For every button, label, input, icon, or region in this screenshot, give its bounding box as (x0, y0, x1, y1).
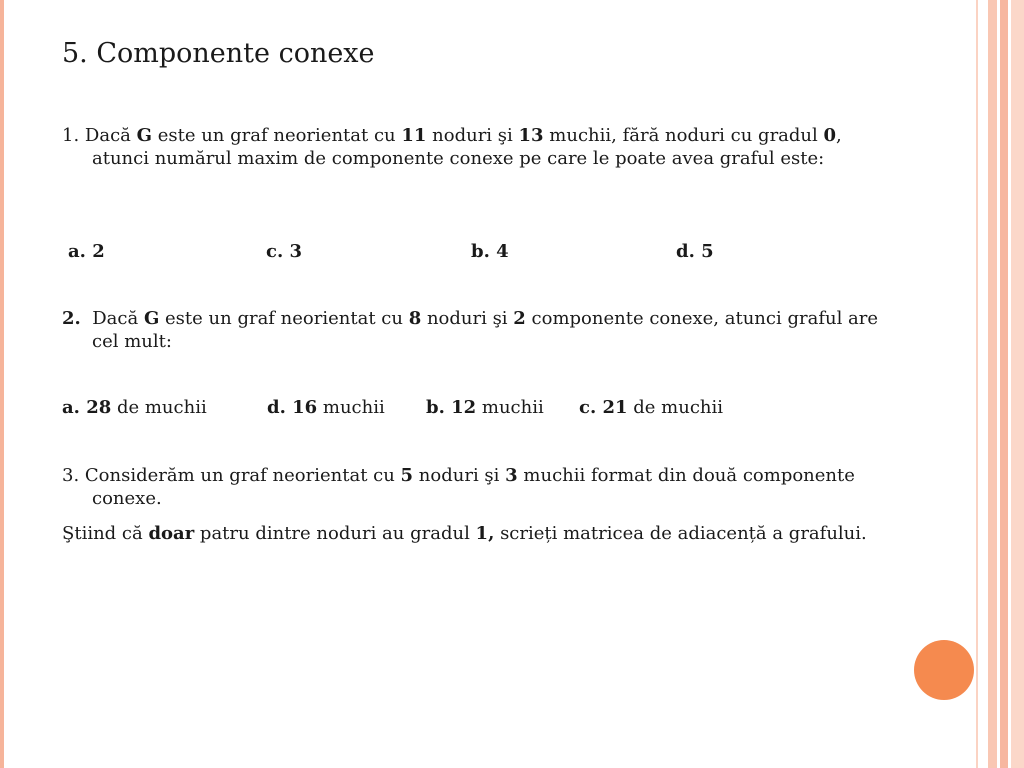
question-2: 2. Dacă G este un graf neorientat cu 8 noduri şi 2 componente conexe, atunci graful are cel mult: (62, 308, 879, 352)
question-3-continuation: Ştiind că doar patru dintre noduri au gradul 1, scrieți matricea de adiacență a grafului. (62, 523, 867, 544)
answer-option: c. 3 (266, 241, 303, 262)
answer-option: a. 2 (68, 241, 105, 262)
decorative-circle (914, 640, 974, 700)
answer-option: b. 12 muchii (426, 397, 544, 418)
question-1-answers (68, 240, 714, 263)
right-decorative-stripes (976, 0, 1024, 768)
answer-option: c. 21 de muchii (579, 397, 724, 418)
answer-option: d. 16 muchii (267, 397, 385, 418)
slide-title: 5. Componente conexe (62, 38, 375, 69)
question-2-answers (62, 396, 723, 419)
answer-option: a. 28 de muchii (62, 397, 207, 418)
answer-option: d. 5 (676, 241, 714, 262)
left-border-stripe (0, 0, 4, 768)
slide-content (62, 124, 892, 544)
question-3: 3. Considerăm un graf neorientat cu 5 noduri şi 3 muchii format din două componente conexe. (62, 465, 855, 509)
question-1: 1. Dacă G este un graf neorientat cu 11 noduri şi 13 muchii, fără noduri cu gradul 0, atunci numărul maxim de componente conexe pe care le poate avea graful este: (62, 125, 842, 169)
answer-option: b. 4 (471, 241, 509, 262)
